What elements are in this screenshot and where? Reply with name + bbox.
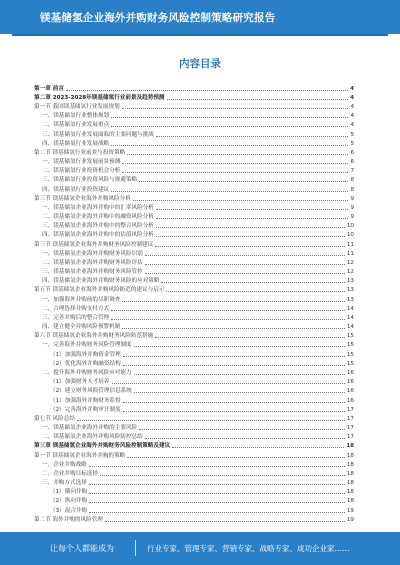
toc-entry-page: 17 [346,415,354,422]
toc-entry[interactable] [34,166,354,175]
toc-entry[interactable] [34,505,354,514]
toc-entry[interactable] [34,257,354,266]
dot-leader [145,264,345,265]
toc-entry[interactable] [34,111,354,120]
toc-entry-page: 10 [346,232,354,239]
dot-leader [111,117,348,118]
toc-entry[interactable] [34,496,354,505]
toc-entry-label: 二、镁基储氢企业海外并购中的融资风险分析 [42,214,154,221]
toc-entry-label: 二、镁基储氢企业海外并购财务风险评估 [42,259,143,266]
toc-entry-label: 一、镁基储氢企业海外并购的主要风险 [42,425,138,432]
dot-leader [155,246,345,247]
toc-entry[interactable] [34,386,354,395]
toc-entry-label: 二、企业并购目标选择 [42,470,98,477]
toc-entry-label: 第七节 风险总结 [34,415,75,422]
toc-heading: 内容目录 [179,58,221,70]
toc-entry-page: 16 [346,388,354,395]
toc-entry-label: 一、镁基储氢企业海外并购财务风险识别 [42,250,143,257]
dot-leader [145,438,345,439]
dot-leader [155,337,345,338]
toc-entry-label: （1）加强海外并购财务监督 [50,397,121,404]
toc-entry-page: 15 [346,360,354,367]
toc-entry-label: 四、镁基储氢行业发展战略 [42,140,110,147]
toc-entry-label: 二、镁基储氢行业发展重点 [42,122,110,129]
toc-entry-label: 三、镁基储氢行业发展面临的主要问题与挑战 [42,131,154,138]
toc-entry-label: 一、加强海外并购前的尽职调查 [42,296,121,303]
dot-leader [89,502,345,503]
toc-entry[interactable] [34,193,354,202]
dot-leader [127,457,345,458]
header-band [0,0,400,34]
toc-entry[interactable] [34,358,354,367]
toc-entry-page: 13 [346,296,354,303]
toc-entry-label: 一、镁基储氢企业海外并购中的汇率风险分析 [42,204,154,211]
toc-entry-label: 四、镁基储氢企业海外并购财务风险的应对策略 [42,278,160,285]
toc-entry-label: （2）完善海外并购审计制度 [50,406,121,413]
toc-entry-page: 9 [350,195,354,202]
toc-entry[interactable] [34,202,354,211]
toc-entry-page: 6 [350,149,354,156]
toc-entry-page: 5 [350,131,354,138]
toc-entry-page: 12 [346,259,354,266]
toc-entry[interactable] [34,294,354,303]
footer-divider [135,540,136,556]
toc-entry[interactable] [34,422,354,431]
toc-entry[interactable] [34,450,354,459]
toc-entry-page: 14 [346,305,354,312]
toc-entry-page: 4 [350,85,354,92]
toc-entry-page: 17 [346,406,354,413]
toc-entry-label: 四、镁基储氢企业海外并购中的估值风险分析 [42,232,154,239]
dot-leader [123,411,345,412]
toc-entry[interactable] [34,303,354,312]
toc-entry-label: 第一节 镁基储氢企业海外并购的策略 [34,452,126,459]
dot-leader [111,319,345,320]
toc-entry[interactable] [34,459,354,468]
toc-entry-label: 第二节 镁基储氢行业前景与投资策略 [34,149,126,156]
toc-entry-label: 第六节 镁基储氢企业海外并购财务风险防范措施 [34,333,154,340]
toc-entry-label: 四、建立健全并购风险预警机制 [42,324,121,331]
toc-entry[interactable] [34,129,354,138]
toc-entry-label: 三、并购方式选择 [42,480,87,487]
toc-entry-page: 12 [346,269,354,276]
dot-leader [123,356,345,357]
toc-entry[interactable] [34,312,354,321]
toc-entry-page: 14 [346,324,354,331]
toc-entry[interactable] [34,477,354,486]
toc-entry-page: 4 [350,94,354,101]
toc-entry-label: 第二章 2023-2028年镁基储氢行业前景及趋势预测 [34,94,165,101]
toc-entry-page: 11 [346,241,354,248]
dot-leader [123,402,345,403]
dot-leader [134,374,345,375]
toc-entry-label: 第五节 镁基储氢企业海外并购风险防范的建议与启示 [34,287,165,294]
toc-entry[interactable] [34,377,354,386]
toc-entry[interactable] [34,468,354,477]
footer-brand: 让每个人都能成为 [50,544,114,553]
toc-entry-page: 16 [346,379,354,386]
toc-entry-label: （1）加强海外并购资金管理 [50,351,121,358]
toc-entry[interactable] [34,147,354,156]
report-title: 镁基储氢企业海外并购财务风险控制策略研究报告 [40,12,276,24]
toc-entry[interactable] [34,239,354,248]
toc-entry-page: 11 [346,250,354,257]
toc-entry-page: 19 [346,507,354,514]
dot-leader [122,172,348,173]
dot-leader [111,145,348,146]
toc-entry-page: 8 [350,177,354,184]
dot-leader [112,383,345,384]
toc-entry[interactable] [34,101,354,110]
dot-leader [100,475,345,476]
toc-entry-page: 14 [346,314,354,321]
toc-entry[interactable] [34,487,354,496]
dot-leader [156,227,345,228]
toc-entry[interactable] [34,441,354,450]
toc-entry-page: 16 [346,397,354,404]
toc-entry-label: 三、镁基储氢企业海外并购中的整合风险分析 [42,223,154,230]
toc-entry-page: 18 [346,480,354,487]
toc-entry-label: 第三章 镁基储氢企业海外并购财务风险控制策略及建议 [34,443,171,450]
dot-leader [122,301,345,302]
dot-leader [133,200,349,201]
toc-entry-label: （2）优化海外并购融资结构 [50,360,121,367]
dot-leader [156,218,349,219]
dot-leader [111,310,345,311]
toc-entry-label: （1）横向并购 [50,489,88,496]
toc-entry-label: 二、镁基储氢企业海外并购风险防控总结 [42,434,143,441]
toc-entry[interactable] [34,395,354,404]
toc-entry-page: 5 [350,140,354,147]
dot-leader [167,99,349,100]
dot-leader [139,181,348,182]
toc-entry-page: 15 [346,333,354,340]
toc-entry[interactable] [34,175,354,184]
dot-leader [161,282,344,283]
dot-leader [127,154,348,155]
toc-entry-label: 第一节 我国镁基储氢行业发展规划 [34,104,120,111]
dot-leader [172,447,344,448]
dot-leader [156,136,349,137]
toc-entry[interactable] [34,349,354,358]
toc-entry[interactable] [34,230,354,239]
toc-entry-label: 四、镁基储氢行业投资建议 [42,186,110,193]
toc-entry-page: 4 [350,122,354,129]
dot-leader [77,420,345,421]
toc-entry[interactable] [34,285,354,294]
toc-entry[interactable] [34,138,354,147]
toc-entry-label: 第三节 镁基储氢企业海外并购财务风险控制建议 [34,241,154,248]
dot-leader [145,255,345,256]
toc-entry-page: 18 [346,452,354,459]
toc-entry-page: 8 [350,186,354,193]
toc-entry[interactable] [34,276,354,285]
toc-entry[interactable] [34,367,354,376]
toc-entry-page: 4 [350,113,354,120]
toc-entry-label: （3）混合并购 [50,507,88,514]
toc-entry-label: 一、企业并购战略 [42,461,87,468]
dot-leader [122,163,348,164]
dot-leader [166,291,344,292]
dot-leader [111,191,348,192]
dot-leader [89,493,345,494]
toc-entry-label: 第二节 海外并购的风险管理 [34,516,103,523]
toc-entry[interactable] [34,156,354,165]
dot-leader [122,328,345,329]
toc-entry[interactable] [34,211,354,220]
toc-entry[interactable] [34,92,354,101]
toc-entry-page: 18 [346,470,354,477]
toc-entry-label: 三、镁基储氢行业投资风险与规避策略 [42,177,138,184]
toc-entry-page: 13 [346,278,354,285]
toc-entry-page: 9 [350,204,354,211]
toc-entry[interactable] [34,514,354,523]
toc-entry-page: 15 [346,342,354,349]
toc-entry-label: 二、提升海外并购财务风险应对能力 [42,370,132,376]
toc-entry[interactable] [34,221,354,230]
dot-leader [156,236,345,237]
toc-entry[interactable] [34,331,354,340]
dot-leader [145,273,345,274]
toc-entry-label: （1）加强财务人才培养 [50,379,110,386]
toc-entry-label: 二、镁基储氢行业投资机会分析 [42,168,121,175]
table-of-contents [34,83,354,523]
toc-entry-page: 17 [346,434,354,441]
dot-leader [122,108,349,109]
dot-leader [89,484,345,485]
dot-leader [89,512,345,513]
toc-entry-page: 10 [346,223,354,230]
toc-entry-label: 第三节 镁基储氢企业海外并购风险分析 [34,195,131,202]
dot-leader [156,209,349,210]
toc-entry[interactable] [34,248,354,257]
toc-entry-page: 18 [346,461,354,468]
toc-entry[interactable] [34,266,354,275]
toc-entry-label: 三、镁基储氢企业海外并购财务风险管控 [42,269,143,276]
toc-entry-page: 15 [346,351,354,358]
dot-leader [123,365,345,366]
toc-entry-label: （2）建立财务风险管理信息系统 [50,388,132,395]
toc-entry-page: 19 [346,516,354,523]
dot-leader [66,90,348,91]
toc-entry-label: （2）纵向并购 [50,498,88,505]
toc-entry-label: 三、完善并购后的整合管理 [42,314,110,321]
toc-entry-label: 一、镁基储氢行业整体规划 [42,113,110,120]
toc-entry-label: 二、合理选择并购支付方式 [42,305,110,312]
toc-entry-label: 一、镁基储氢行业发展前景预测 [42,159,121,166]
toc-entry[interactable] [34,321,354,330]
toc-entry-page: 18 [346,489,354,496]
footer-band [0,532,400,565]
dot-leader [105,521,345,522]
toc-entry-page: 9 [350,214,354,221]
toc-entry[interactable] [34,413,354,422]
toc-entry[interactable] [34,184,354,193]
toc-entry-page: 6 [350,159,354,166]
dot-leader [134,346,345,347]
header-divider [12,34,388,36]
toc-entry[interactable] [34,83,354,92]
toc-entry-page: 13 [346,287,354,294]
dot-leader [134,392,345,393]
toc-entry-page: 18 [346,498,354,505]
dot-leader [89,466,345,467]
toc-entry-label: 第一章 前言 [34,85,64,92]
footer-slogan: 行业专家、管理专家、营销专家、战略专家、成功企业家…… [147,544,350,553]
toc-entry[interactable] [34,432,354,441]
toc-entry[interactable] [34,120,354,129]
toc-entry-page: 18 [346,443,354,450]
toc-entry-page: 17 [346,425,354,432]
toc-entry[interactable] [34,340,354,349]
dot-leader [111,126,348,127]
dot-leader [139,429,345,430]
toc-entry-page: 7 [350,168,354,175]
toc-entry[interactable] [34,404,354,413]
toc-entry-page: 4 [350,104,354,111]
toc-entry-label: 一、完善海外并购财务风险管理制度 [42,342,132,349]
toc-entry-page: 16 [346,370,354,376]
